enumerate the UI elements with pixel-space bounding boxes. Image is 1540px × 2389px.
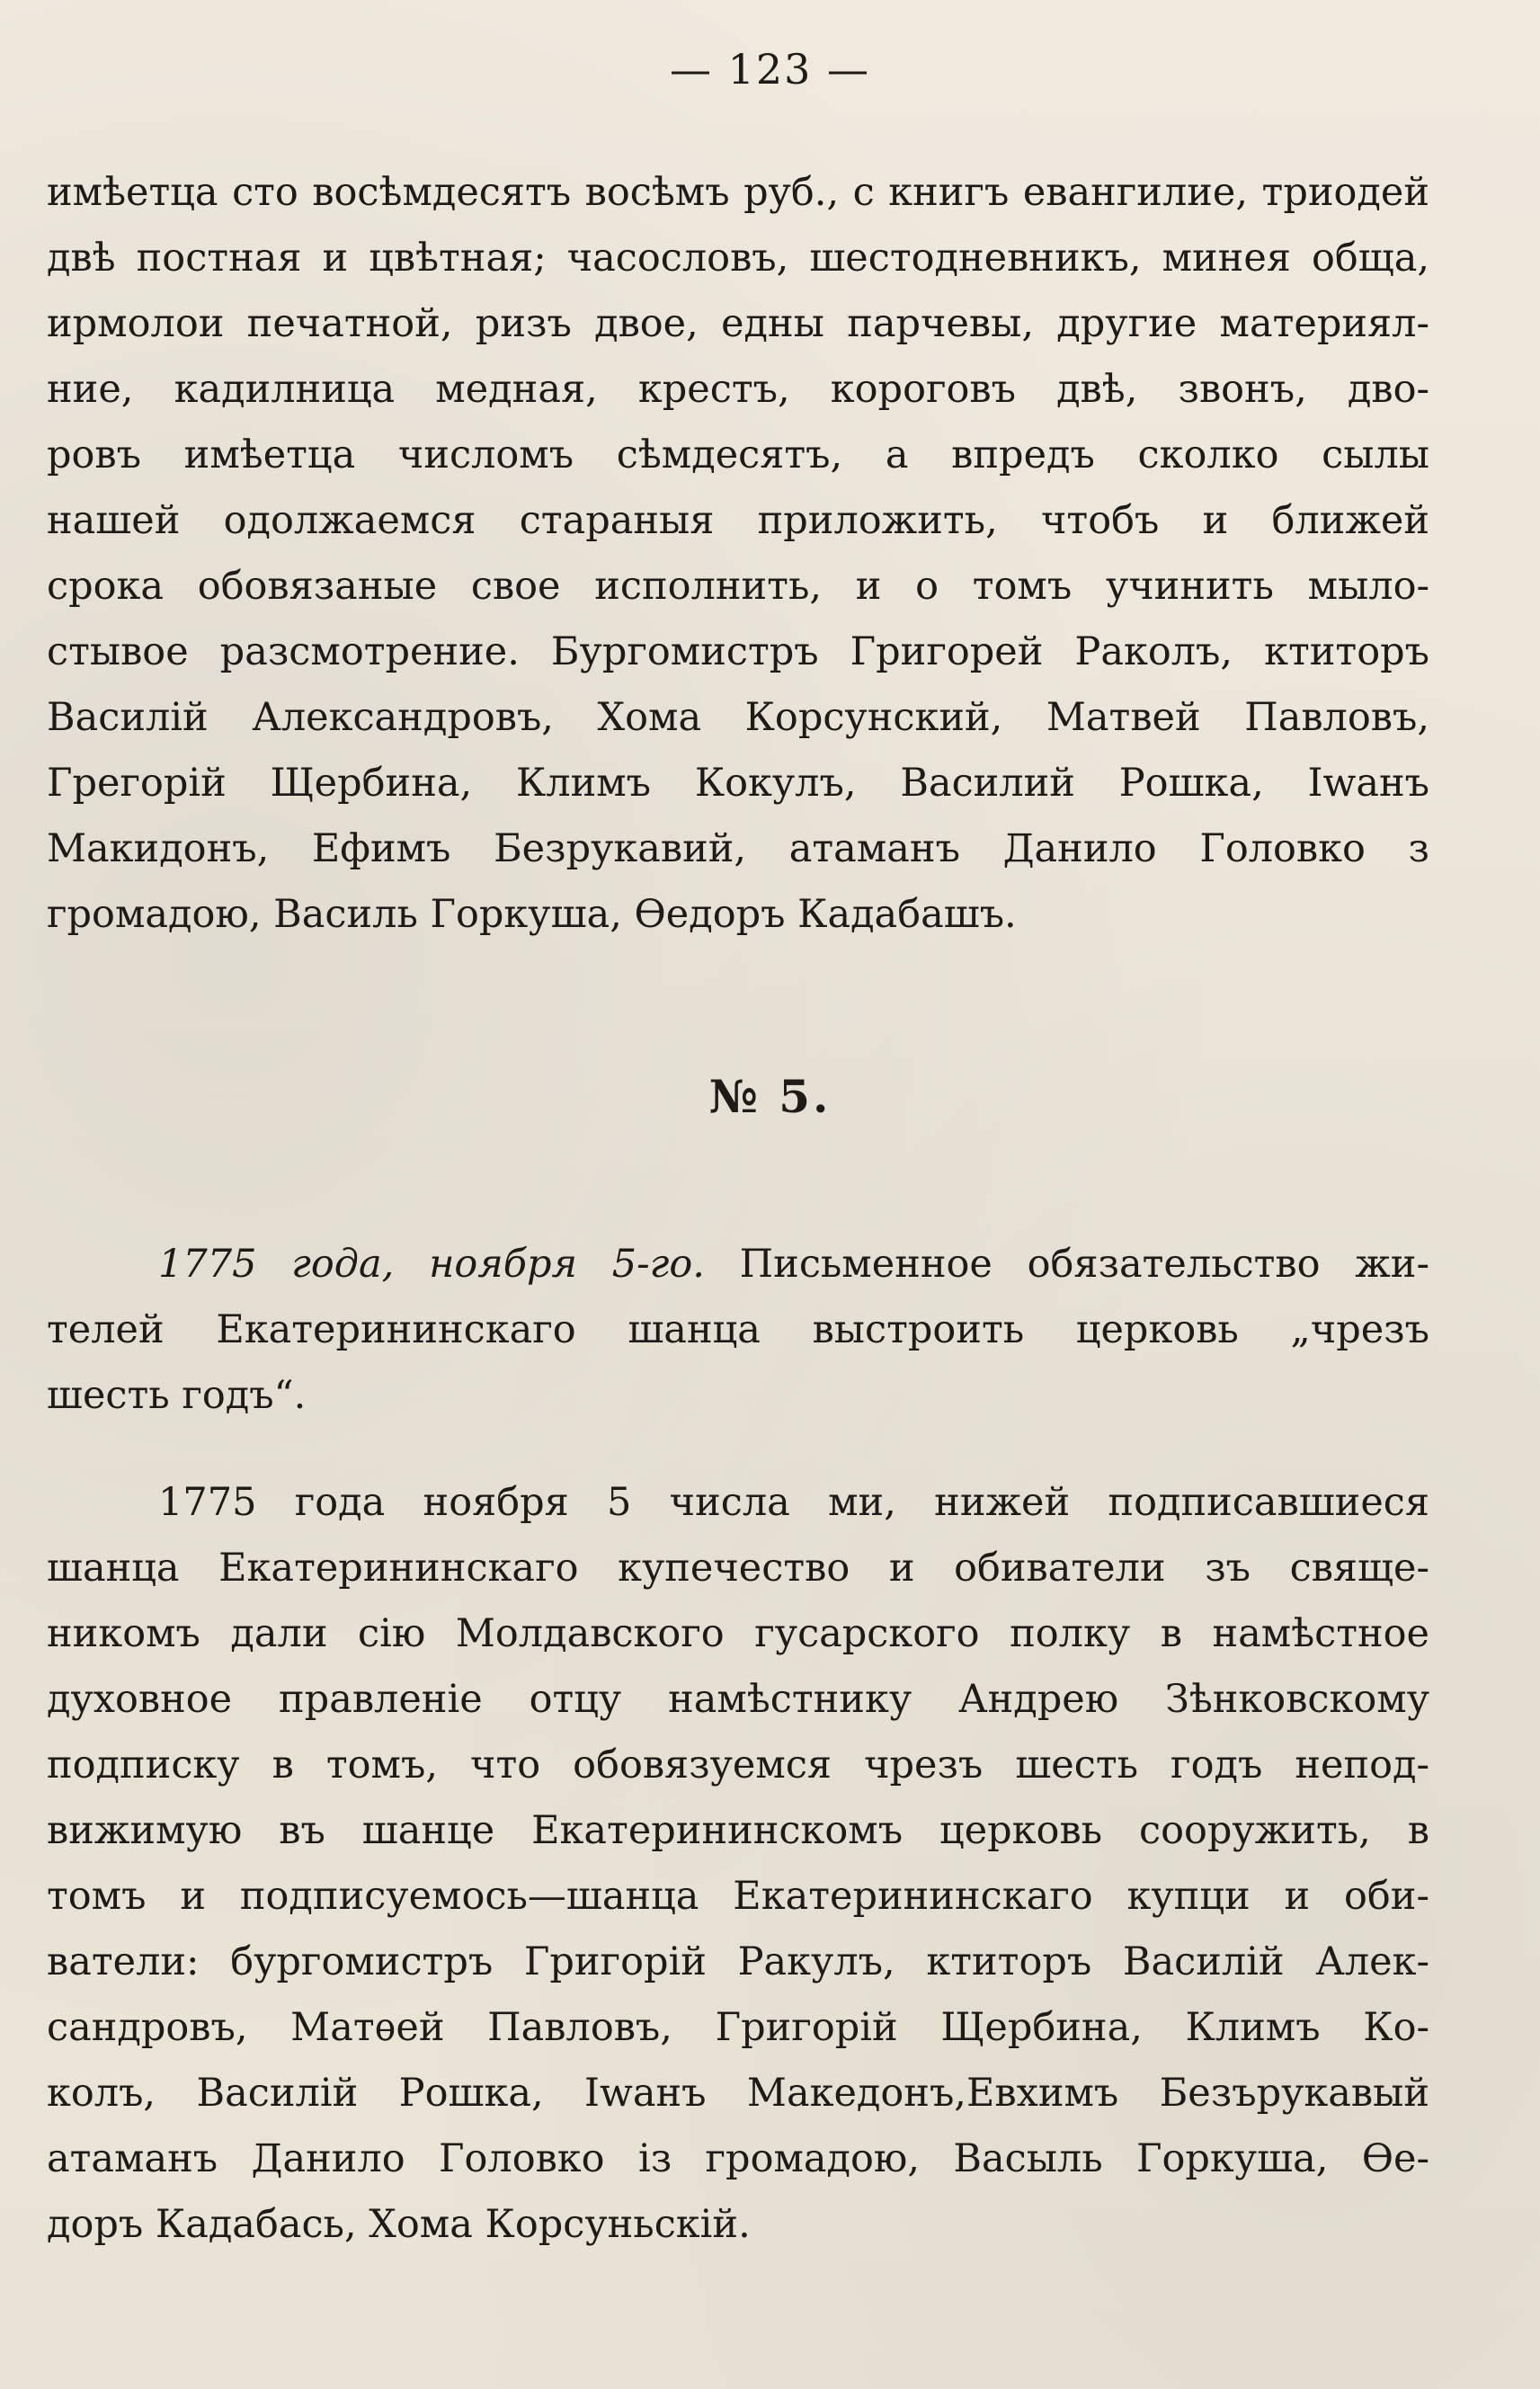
- document-heading: № 5.: [708, 1070, 832, 1123]
- page-number: — 123 —: [669, 45, 871, 94]
- text-line: томъ и подписуемось—шанца Екатерининскаго купци и оби-: [47, 1874, 1429, 1919]
- text-line: Грегорій Щербина, Климъ Кокулъ, Василий Рошка, Iwанъ: [47, 761, 1429, 806]
- text-line: нашей одолжаемся стараныя приложить, чтобъ и ближей: [47, 498, 1429, 543]
- text-line: громадою, Василь Горкуша, Ѳедоръ Кадабашъ.: [47, 892, 1017, 937]
- text-line: ирмолои печатной, ризъ двое, едны парчевы, другие материял-: [47, 301, 1429, 346]
- text-block-continuation: [47, 160, 1429, 948]
- text-line: никомъ дали сію Молдавского гусарского полку в намѣстное: [47, 1611, 1429, 1656]
- text-line: шанца Екатерининскаго купечество и обиватели зъ свяще-: [47, 1546, 1429, 1591]
- summary-line: шесть годъ“.: [47, 1373, 307, 1418]
- text-line: сандровъ, Матѳей Павловъ, Григорій Щербина, Климъ Ко-: [47, 2005, 1429, 2050]
- summary-text: Письменное обязательство жи-: [739, 1242, 1429, 1287]
- summary-line: телей Екатерининскаго шанца выстроить церковь „чрезъ: [47, 1307, 1429, 1352]
- text-line: ватели: бургомистръ Григорій Ракулъ, ктиторъ Василій Алек-: [47, 1939, 1429, 1984]
- text-line: имѣетца сто восѣмдесятъ восѣмъ руб., с книгъ евангилие, триодей: [47, 170, 1429, 215]
- text-line: стывое разсмотрение. Бургомистръ Григорей Раколъ, ктиторъ: [47, 629, 1429, 674]
- text-line: Макидонъ, Ефимъ Безрукавий, атаманъ Данило Головко з: [47, 826, 1429, 871]
- text-line: ровъ имѣетца числомъ сѣмдесятъ, а впредъ сколко сылы: [47, 432, 1429, 477]
- text-line: подписку в томъ, что обовязуемся чрезъ шесть годъ непод-: [47, 1743, 1429, 1787]
- text-line: двѣ постная и цвѣтная; часословъ, шестодневникъ, минея обща,: [47, 236, 1429, 281]
- text-block-document-body: [47, 1470, 1429, 2258]
- text-line: ние, кадилница медная, крестъ, короговъ двѣ, звонъ, дво-: [47, 367, 1429, 412]
- text-line: духовное правленіе отцу намѣстнику Андрею Зѣнковскому: [47, 1677, 1429, 1722]
- text-line: вижимую въ шанце Екатерининскомъ церковь сооружить, в: [47, 1808, 1429, 1853]
- text-line: колъ, Василій Рошка, Iwанъ Македонъ,Евхимъ Безърукавый: [47, 2071, 1429, 2116]
- text-line: срока обовязаные свое исполнить, и о томъ учинить мыло-: [47, 564, 1429, 609]
- text-line: Василій Александровъ, Хома Корсунский, Матвей Павловъ,: [47, 695, 1429, 740]
- text-line: 1775 года ноября 5 числа ми, нижей подписавшиеся: [158, 1480, 1429, 1525]
- text-line: доръ Кадабась, Хома Корсуньскій.: [47, 2202, 751, 2247]
- text-line: атаманъ Данило Головко із громадою, Васыль Горкуша, Ѳе-: [47, 2136, 1429, 2181]
- summary-line: [47, 1232, 1429, 1297]
- document-summary: [47, 1232, 1429, 1429]
- summary-date: 1775 года, ноября 5-го.: [158, 1242, 705, 1287]
